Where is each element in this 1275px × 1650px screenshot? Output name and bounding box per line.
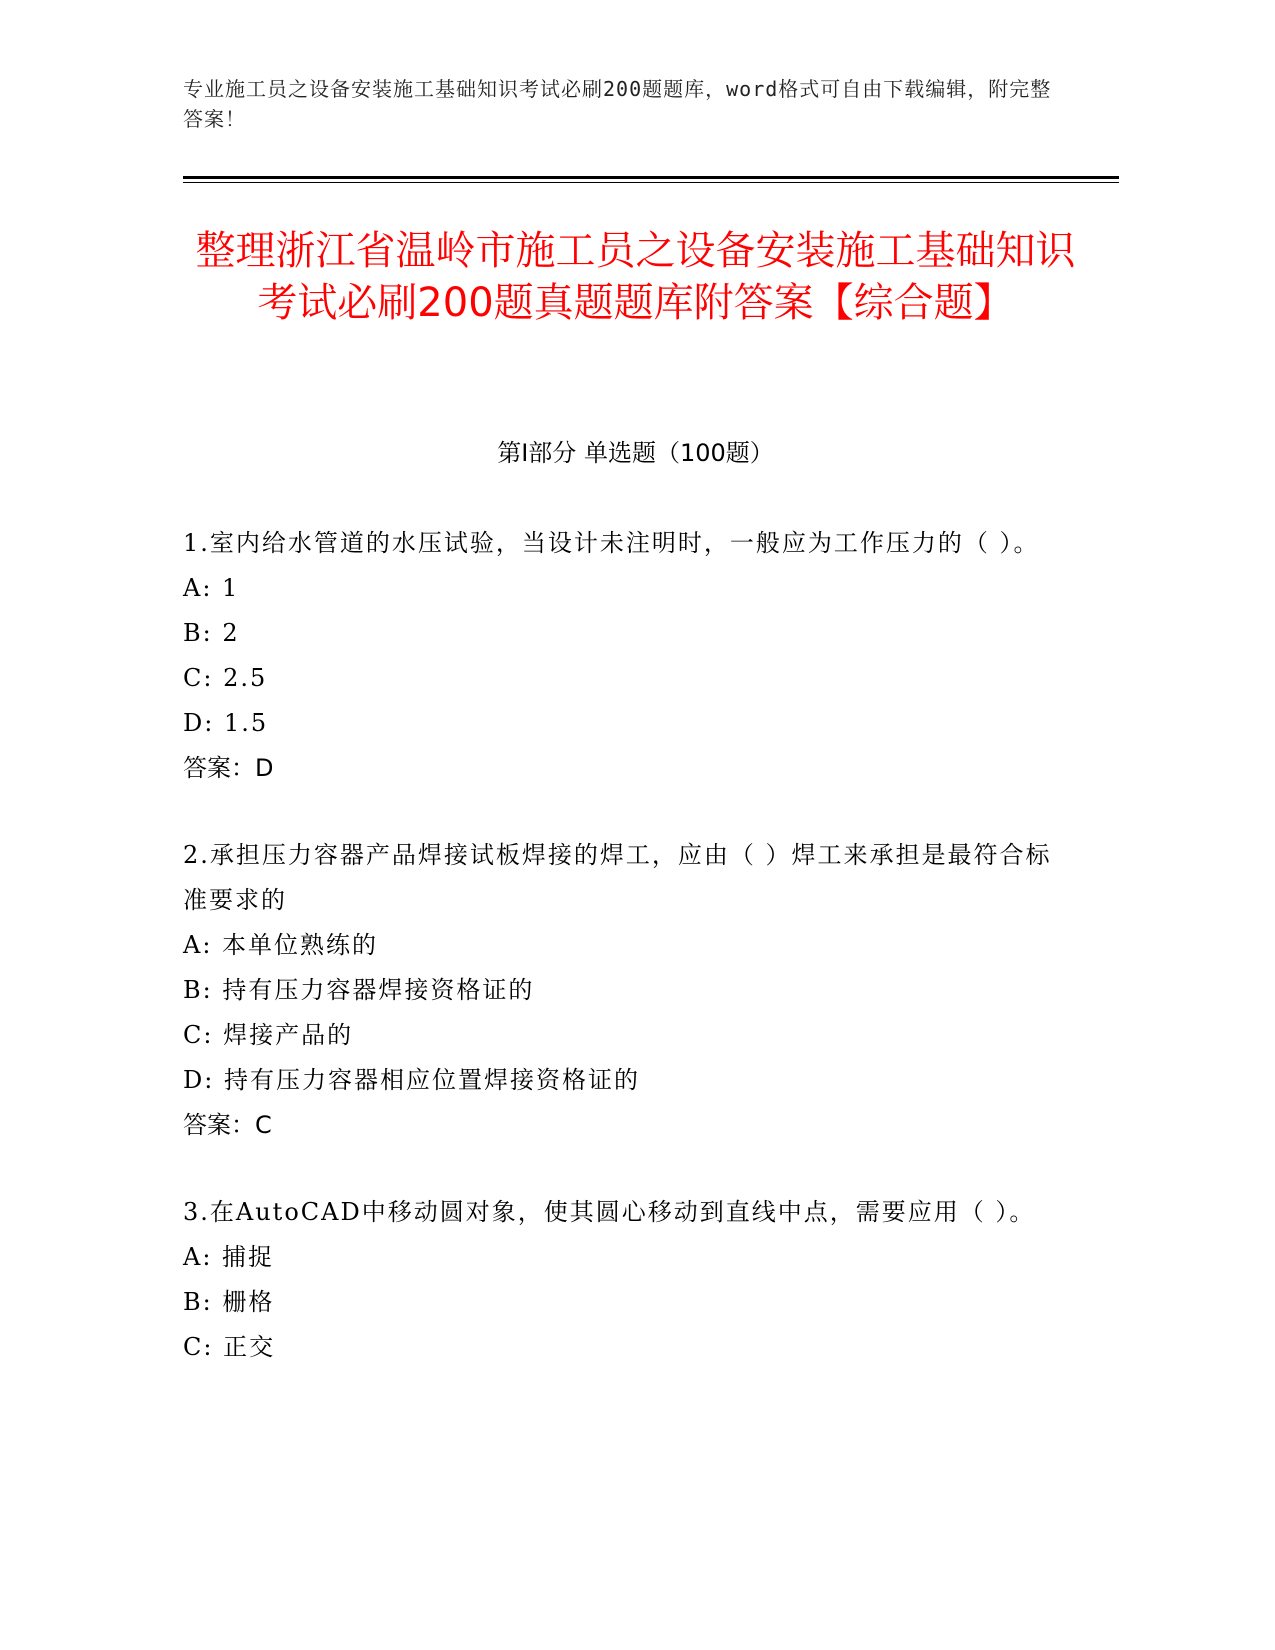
option-b: B: 2 — [183, 619, 240, 647]
option-a: A: 捕捉 — [183, 1243, 275, 1271]
question-1 — [183, 521, 1063, 791]
question-2 — [183, 833, 1063, 1148]
question-list — [183, 521, 1063, 1412]
option-d: D: 持有压力容器相应位置焊接资格证的 — [183, 1066, 640, 1094]
option-b: B: 持有压力容器焊接资格证的 — [183, 976, 535, 1004]
question-stem: 3.在AutoCAD中移动圆对象，使其圆心移动到直线中点，需要应用（ ）。 — [183, 1198, 1036, 1226]
option-a: A: 本单位熟练的 — [183, 931, 379, 959]
option-a: A: 1 — [183, 574, 240, 602]
section-title: 第I部分 单选题（100题） — [497, 439, 774, 467]
question-3 — [183, 1190, 1063, 1370]
option-c: C: 焊接产品的 — [183, 1021, 354, 1049]
option-c: C: 2.5 — [183, 664, 268, 692]
answer: 答案：D — [183, 754, 274, 782]
question-stem: 2.承担压力容器产品焊接试板焊接的焊工，应由（ ）焊工来承担是最符合标准要求的 — [183, 841, 1052, 914]
option-d: D: 1.5 — [183, 709, 269, 737]
option-b: B: 栅格 — [183, 1288, 275, 1316]
header-note: 专业施工员之设备安装施工基础知识考试必刷200题题库，word格式可自由下载编辑，附完整答案！ — [183, 77, 1052, 131]
answer: 答案：C — [183, 1111, 272, 1139]
option-c: C: 正交 — [183, 1333, 276, 1361]
question-stem: 1.室内给水管道的水压试验，当设计未注明时，一般应为工作压力的（ ）。 — [183, 529, 1040, 557]
header-divider-thick — [183, 176, 1119, 179]
document-title: 整理浙江省温岭市施工员之设备安装施工基础知识考试必刷200题真题题库附答案【综合题】 — [195, 228, 1076, 326]
header-divider-thin — [183, 182, 1119, 183]
